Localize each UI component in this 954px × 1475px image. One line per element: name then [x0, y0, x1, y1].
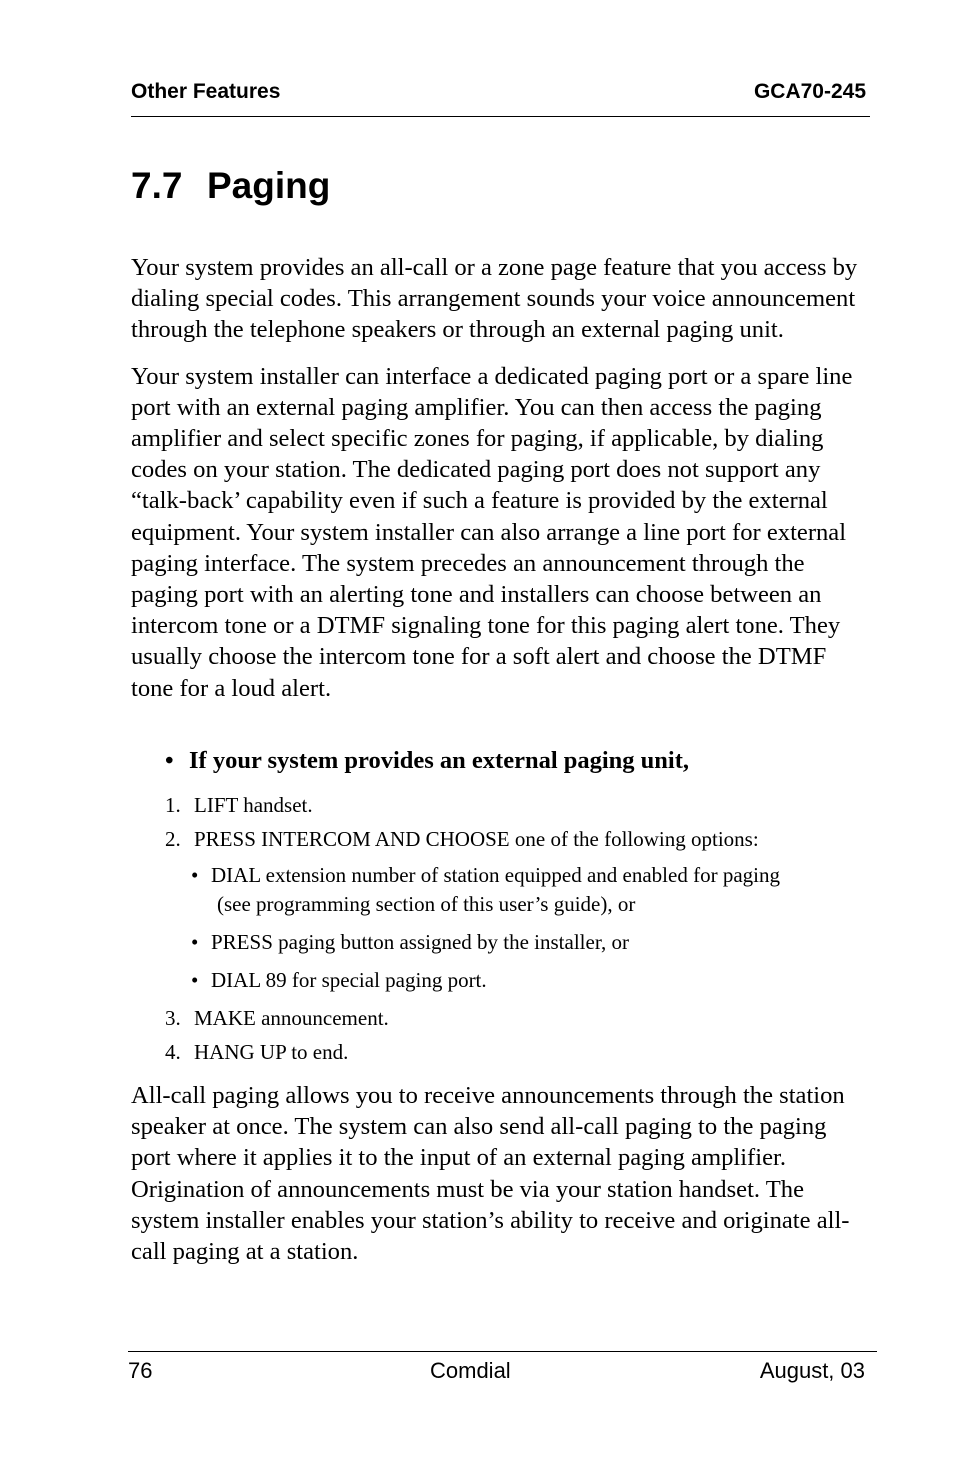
header-section-title: Other Features: [131, 80, 281, 103]
page-header: [131, 80, 870, 117]
option-text: PRESS paging button assigned by the installer, or: [211, 930, 629, 954]
step-number: 2.: [165, 827, 181, 851]
step-4: [165, 1038, 870, 1072]
bullet-icon: •: [191, 863, 199, 887]
procedure-heading: [165, 745, 689, 777]
paragraph: All-call paging allows you to receive announcements through the station speaker at once. The system can also send all-call paging to the paging port where it applies it to the input of an external paging amplifier. Origination of announcements must be via your station handset. The system installer enables your station’s ability to receive and originate all-call paging at a station.: [131, 1082, 850, 1266]
bullet-icon: •: [191, 968, 199, 992]
intro-text: [131, 252, 871, 719]
page-footer: [128, 1351, 877, 1388]
section-title: Paging: [207, 165, 331, 206]
page-number: 76: [128, 1358, 153, 1383]
procedure-steps: [165, 791, 870, 1072]
bullet-icon: •: [191, 930, 199, 954]
step-text: PRESS INTERCOM AND CHOOSE one of the following options:: [194, 827, 759, 851]
footer-publisher: Comdial: [430, 1358, 511, 1383]
step-number: 3.: [165, 1006, 181, 1030]
step-text: LIFT handset.: [194, 793, 313, 817]
step-text: HANG UP to end.: [194, 1040, 349, 1064]
paragraph: Your system provides an all-call or a zone page feature that you access by dialing special codes. This arrangement sounds your voice announcement through the telephone speakers or through an external paging unit.: [131, 254, 858, 344]
option-1: [165, 861, 870, 919]
paragraph: Your system installer can interface a dedicated paging port or a spare line port with an external paging amplifier. You can then access the paging amplifier and select specific zones for paging, if applicable, by dialing codes on your station. The dedicated paging port does not support any “talk-back’ capability even if such a feature is provided by the external equipment. Your system installer can also arrange a line port for external paging interface. The system precedes an announcement through the paging port with an alerting tone and installers can choose between an intercom tone or a DTMF signaling tone for this paging alert tone. They usually choose the intercom tone for a soft alert and choose the DTMF tone for a loud alert.: [131, 362, 853, 702]
option-text: DIAL extension number of station equipped and enabled for paging: [211, 863, 780, 887]
option-3: [165, 966, 870, 995]
footer-date: August, 03: [759, 1358, 865, 1383]
procedure-heading-text: If your system provides an external paging unit,: [189, 747, 690, 774]
closing-text: [131, 1080, 871, 1267]
option-text: DIAL 89 for special paging port.: [211, 968, 487, 992]
step-number: 4.: [165, 1040, 181, 1064]
step-1: [165, 791, 870, 825]
section-number: 7.7: [131, 165, 183, 206]
section-heading: [131, 163, 330, 209]
header-document-id: GCA70-245: [753, 80, 866, 103]
bullet-icon: •: [165, 747, 174, 774]
step-number: 1.: [165, 793, 181, 817]
step-3: [165, 1004, 870, 1038]
step-text: MAKE announcement.: [194, 1006, 389, 1030]
option-2: [165, 928, 870, 957]
option-text-continued: (see programming section of this user’s guide), or: [217, 892, 636, 916]
step-2: [165, 825, 870, 859]
